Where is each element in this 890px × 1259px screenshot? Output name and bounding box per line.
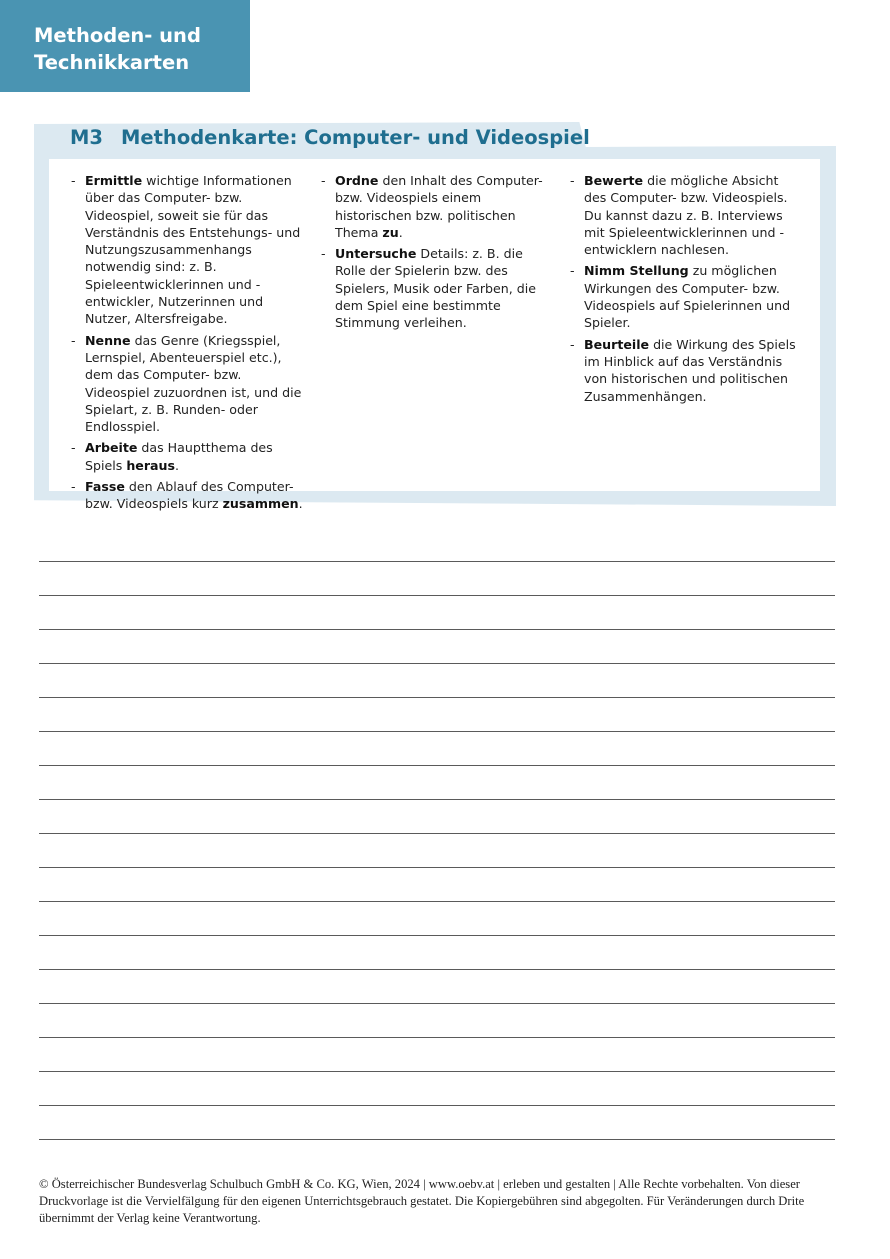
instruction-text: das Hauptthema des Spiels bbox=[85, 440, 273, 473]
instruction-verb: Ermittle bbox=[85, 173, 143, 188]
instruction-verb: Untersuche bbox=[335, 246, 417, 262]
card-code: M3 bbox=[70, 126, 103, 149]
writing-line bbox=[39, 969, 835, 970]
instruction-end: . bbox=[175, 457, 180, 473]
instruction-verb: Ordne bbox=[335, 173, 379, 188]
writing-line bbox=[39, 731, 835, 732]
instruction-text: zu möglichen Wirkungen des Computer- bzw. Videospiels auf Spielerinnen und Spieler. bbox=[584, 263, 791, 331]
instruction-verb: Bewerte bbox=[584, 173, 644, 188]
instruction-particle: heraus bbox=[126, 457, 175, 473]
card-column-1 bbox=[70, 172, 308, 517]
writing-line bbox=[39, 1139, 835, 1140]
list-item bbox=[320, 245, 556, 331]
writing-line bbox=[39, 799, 835, 800]
list-item bbox=[320, 172, 556, 241]
writing-line bbox=[39, 663, 835, 664]
instruction-verb: Nenne bbox=[85, 332, 131, 348]
instruction-verb: Arbeite bbox=[85, 440, 138, 456]
writing-line bbox=[39, 833, 835, 834]
card-column-3 bbox=[569, 172, 801, 409]
instruction-end: . bbox=[298, 496, 303, 512]
instruction-text: Details: z. B. die Rolle der Spielerin bzw. des Spielers, Musik oder Farben, die dem Spiel eine bestimmte Stimmung verleihen. bbox=[335, 246, 537, 331]
list-item bbox=[70, 172, 308, 328]
writing-line bbox=[39, 629, 835, 630]
writing-line bbox=[39, 867, 835, 868]
card-title-text: Methodenkarte: Computer- und Videospiel bbox=[120, 126, 590, 149]
list-item bbox=[70, 439, 308, 474]
instruction-particle: zu bbox=[382, 224, 399, 240]
instruction-verb: Nimm Stellung bbox=[584, 263, 689, 279]
writing-line bbox=[39, 935, 835, 936]
instruction-verb: Beurteile bbox=[584, 336, 650, 352]
writing-line bbox=[39, 1105, 835, 1106]
instruction-text: die mögliche Absicht des Computer- bzw. Videospiels. Du kannst dazu z. B. Interviews mit Spieleentwicklerinnen und -entwicklern nachlesen. bbox=[584, 173, 788, 258]
card-column-2 bbox=[320, 172, 556, 336]
list-item bbox=[569, 336, 801, 405]
writing-line bbox=[39, 1003, 835, 1004]
instruction-verb: Fasse bbox=[85, 479, 125, 495]
writing-line bbox=[39, 765, 835, 766]
writing-line bbox=[39, 901, 835, 902]
writing-line bbox=[39, 561, 835, 562]
instruction-text: den Ablauf des Computer- bzw. Videospiels kurz bbox=[85, 479, 294, 512]
instruction-text: das Genre (Kriegsspiel, Lernspiel, Abenteuerspiel etc.), dem das Computer- bzw. Videospiel zuzuordnen ist, und die Spielart, z. B. Runden- oder Endlosspiel. bbox=[85, 332, 302, 435]
list-item bbox=[70, 478, 308, 513]
writing-line bbox=[39, 1071, 835, 1072]
instruction-text: die Wirkung des Spiels im Hinblick auf das Verständnis von historischen und politischen Zusammenhängen. bbox=[584, 336, 796, 404]
writing-line bbox=[39, 1037, 835, 1038]
instruction-text: wichtige Informationen über das Computer- bzw. Videospiel, soweit sie für das Verständnis des Entstehungs- und Nutzungszusammenhangs notwendig sind: z. B. Spieleentwicklerinnen und -entwickler, Nutzerinnen und Nutzer, Altersfreigabe. bbox=[85, 173, 301, 327]
instruction-end: . bbox=[398, 224, 403, 240]
card-title bbox=[70, 125, 590, 151]
writing-line bbox=[39, 697, 835, 698]
list-item bbox=[569, 262, 801, 331]
list-item bbox=[70, 332, 308, 436]
copyright-footer: © Österreichischer Bundesverlag Schulbuch GmbH & Co. KG, Wien, 2024 | www.oebv.at | erleben und gestalten | Alle Rechte vorbehalten. Von dieser Druckvorlage ist die Vervielfälgung für den eigenen Unterrichtsgebrauch gestatet. Die Kopiergebühren sind abgegolten. Für Veränderungen durch Drite übernimmt der Verlag keine Verantwortung. bbox=[39, 1177, 805, 1226]
instruction-particle: zusammen bbox=[222, 496, 299, 512]
list-item bbox=[569, 172, 801, 258]
section-tab-title: Methoden- und Technikkarten bbox=[34, 24, 201, 74]
writing-line bbox=[39, 595, 835, 596]
instruction-text: den Inhalt des Computer- bzw. Videospiels einem historischen bzw. politischen Thema bbox=[335, 173, 543, 240]
